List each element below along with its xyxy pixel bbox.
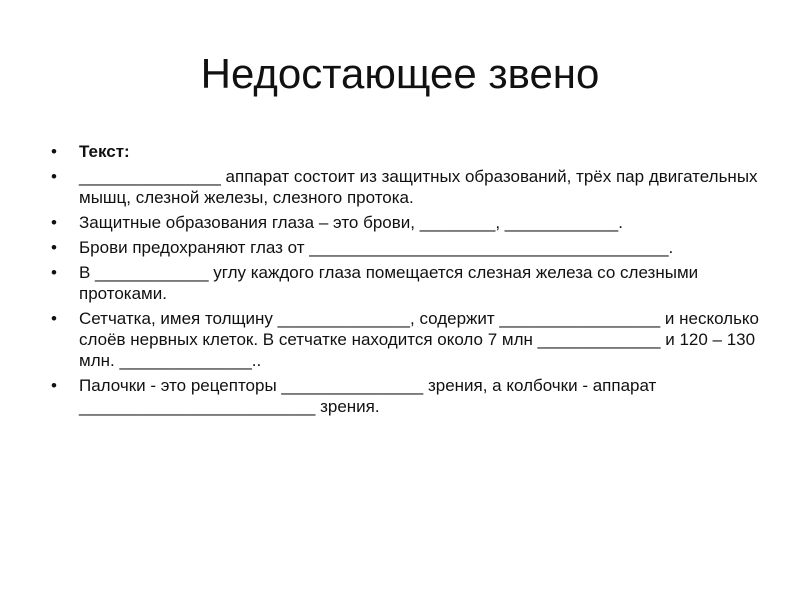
list-item xyxy=(48,237,763,258)
bullet-icon: • xyxy=(51,142,57,161)
slide-title: Недостающее звено xyxy=(200,50,600,97)
list-item xyxy=(48,141,763,162)
bullet-text: Сетчатка, имея толщину ______________, содержит _________________ и несколько слоёв нервных клеток. В сетчатке находится около 7 млн _____________ и 120 – 130 млн. ______________.. xyxy=(79,309,760,370)
bullet-text: В ____________ углу каждого глаза помещается слезная железа со слезными протоками. xyxy=(79,263,699,303)
bullet-text: Брови предохраняют глаз от ______________________________________. xyxy=(79,238,674,257)
list-item xyxy=(48,375,763,417)
bullet-text-heading: Текст: xyxy=(79,142,130,161)
bullet-icon: • xyxy=(51,263,57,282)
bullet-icon: • xyxy=(51,238,57,257)
bullet-list xyxy=(48,141,763,421)
list-item xyxy=(48,262,763,304)
bullet-text: Палочки - это рецепторы _______________ зрения, а колбочки - аппарат _________________________ зрения. xyxy=(79,376,657,416)
list-item xyxy=(48,166,763,208)
bullet-text: Защитные образования глаза – это брови, ________, ____________. xyxy=(79,213,623,232)
bullet-icon: • xyxy=(51,167,57,186)
bullet-icon: • xyxy=(51,376,57,395)
bullet-icon: • xyxy=(51,213,57,232)
list-item xyxy=(48,212,763,233)
bullet-text: _______________ аппарат состоит из защитных образований, трёх пар двигательных мышц, слезной железы, слезного протока. xyxy=(79,167,758,207)
list-item xyxy=(48,308,763,371)
bullet-icon: • xyxy=(51,309,57,328)
